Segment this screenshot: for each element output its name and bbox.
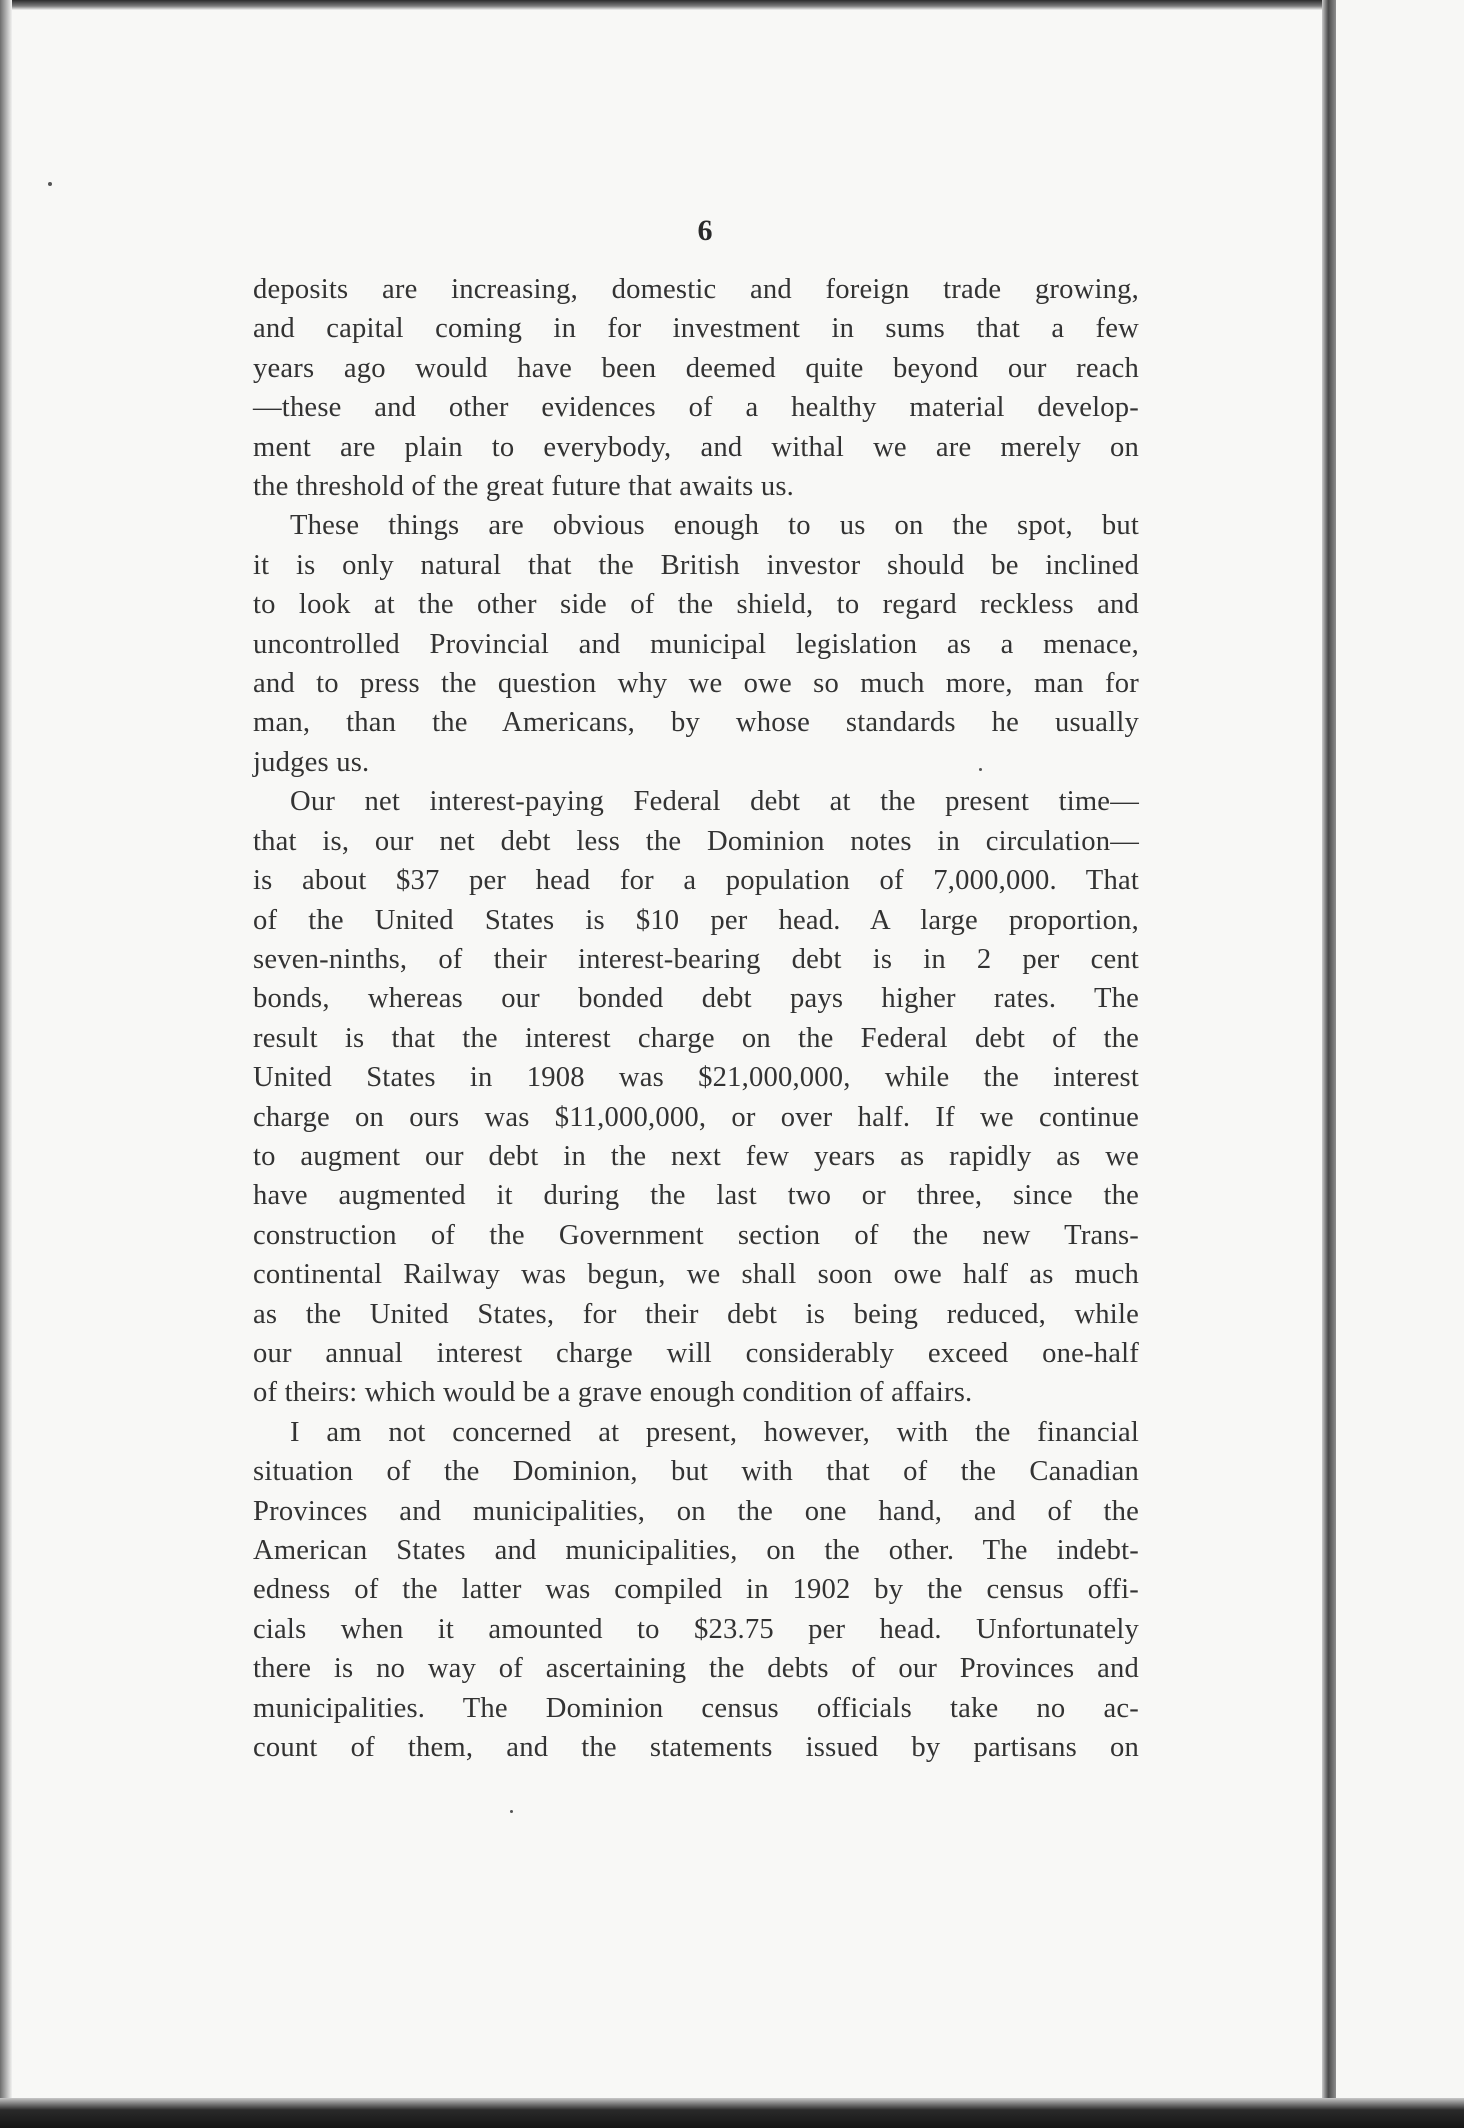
text-line: Provinces and municipalities, on the one hand, and of the: [253, 1495, 1139, 1527]
text-line: and to press the question why we owe so much more, man for: [253, 668, 1139, 700]
text-line: it is only natural that the British investor should be inclined: [253, 549, 1139, 581]
text-line: there is no way of ascertaining the debts of our Provinces and: [253, 1653, 1139, 1685]
text-line: as the United States, for their debt is being reduced, while: [253, 1298, 1139, 1330]
text-line: situation of the Dominion, but with that of the Canadian: [253, 1456, 1139, 1488]
text-line: is about $37 per head for a population of 7,000,000. That: [253, 865, 1139, 897]
facing-page-edge: [1336, 0, 1464, 2128]
text-line: These things are obvious enough to us on the spot, but: [290, 510, 1139, 542]
text-line: edness of the latter was compiled in 1902 by the census offi-: [253, 1574, 1139, 1606]
text-line: to look at the other side of the shield, to regard reckless and: [253, 589, 1139, 621]
dust-speck: [510, 1810, 513, 1813]
text-line: United States in 1908 was $21,000,000, while the interest: [253, 1062, 1139, 1094]
text-line: man, than the Americans, by whose standards he usually: [253, 707, 1139, 739]
text-line: bonds, whereas our bonded debt pays higher rates. The: [253, 983, 1139, 1015]
text-line: count of them, and the statements issued by partisans on: [253, 1732, 1139, 1764]
body-text: [253, 270, 1139, 1767]
text-line: ment are plain to everybody, and withal we are merely on: [253, 431, 1139, 463]
text-line: judges us.: [253, 746, 370, 778]
text-line: Our net interest-paying Federal debt at the present time—: [290, 786, 1139, 818]
text-line: that is, our net debt less the Dominion notes in circulation—: [253, 825, 1139, 857]
text-line: result is that the interest charge on the Federal debt of the: [253, 1022, 1139, 1054]
text-line: of theirs: which would be a grave enough condition of affairs.: [253, 1377, 973, 1409]
text-line: seven-ninths, of their interest-bearing debt is in 2 per cent: [253, 943, 1139, 975]
text-line: and capital coming in for investment in sums that a few: [253, 313, 1139, 345]
text-line: our annual interest charge will considerably exceed one-half: [253, 1337, 1139, 1369]
text-line: have augmented it during the last two or three, since the: [253, 1180, 1139, 1212]
dust-speck: [48, 182, 52, 186]
scan-bottom-edge: [0, 2098, 1464, 2128]
scan-top-edge: [0, 0, 1464, 10]
text-line: uncontrolled Provincial and municipal legislation as a menace,: [253, 628, 1139, 660]
scan-left-edge: [0, 0, 12, 2128]
page-gutter: [1322, 0, 1336, 2128]
text-line: municipalities. The Dominion census officials take no ac-: [253, 1692, 1139, 1724]
text-line: I am not concerned at present, however, with the financial: [290, 1416, 1139, 1448]
text-line: construction of the Government section of the new Trans-: [253, 1219, 1139, 1251]
text-line: charge on ours was $11,000,000, or over half. If we continue: [253, 1101, 1139, 1133]
text-line: American States and municipalities, on the other. The indebt-: [253, 1535, 1139, 1566]
text-line: cials when it amounted to $23.75 per head. Unfortunately: [253, 1613, 1139, 1645]
text-line: of the United States is $10 per head. A large proportion,: [253, 904, 1139, 936]
text-line: continental Railway was begun, we shall soon owe half as much: [253, 1259, 1139, 1291]
page-number: 6: [697, 214, 713, 247]
text-line: to augment our debt in the next few years as rapidly as we: [253, 1140, 1139, 1172]
text-line: years ago would have been deemed quite beyond our reach: [253, 352, 1139, 384]
text-line: the threshold of the great future that awaits us.: [253, 471, 795, 503]
text-line: —these and other evidences of a healthy material develop-: [253, 392, 1139, 424]
text-line: deposits are increasing, domestic and foreign trade growing,: [253, 274, 1139, 305]
